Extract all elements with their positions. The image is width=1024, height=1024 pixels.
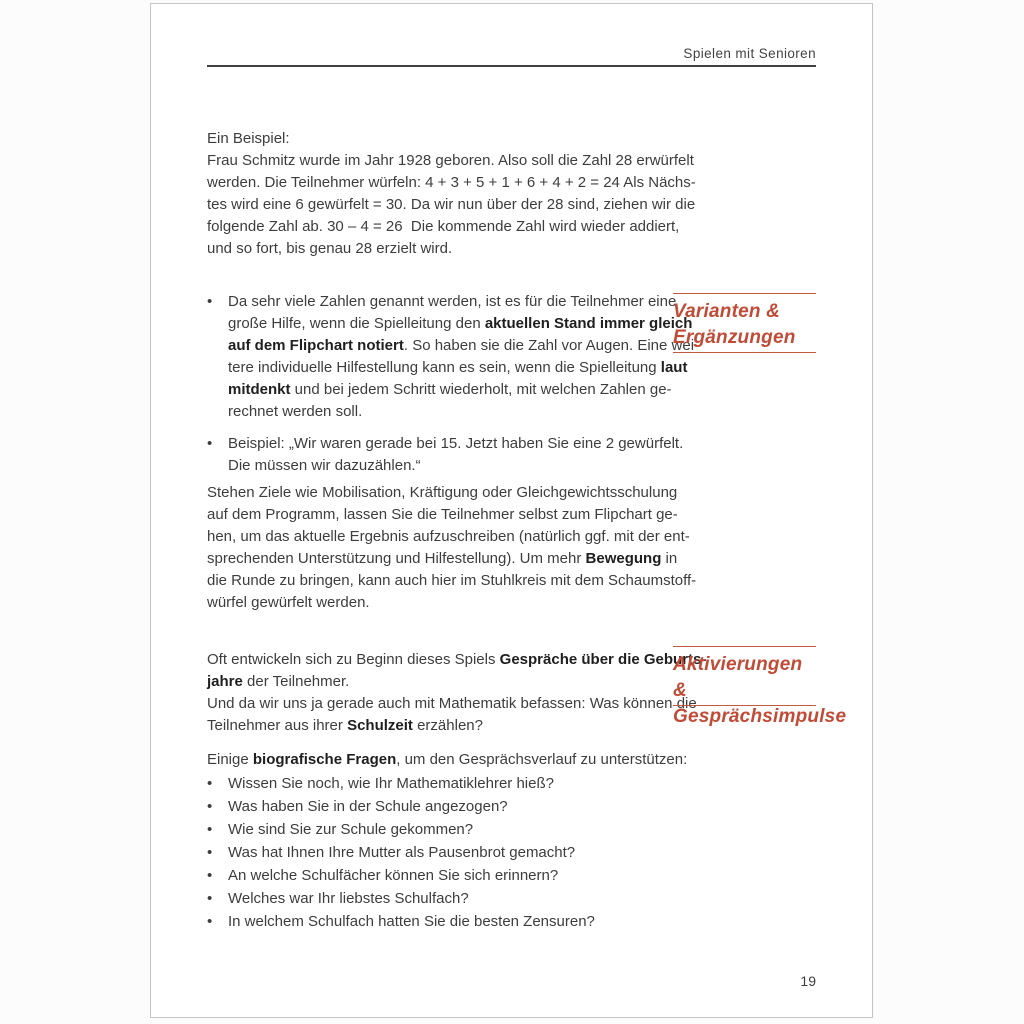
bullet-text [228, 841, 662, 864]
text-line: folgende Zahl ab. 30 – 4 = 26 Die kommende Zahl wird wieder addiert, [207, 218, 680, 235]
bullet-item [207, 887, 662, 910]
bullet-item [207, 772, 662, 795]
margin-note-line: Ergänzungen [673, 327, 796, 348]
text-line: Und da wir uns ja gerade auch mit Mathematik befassen: Was können die [207, 695, 697, 712]
bullet-item [207, 841, 662, 864]
bullet-text [228, 887, 662, 910]
text-line: tere individuelle Hilfestellung kann es sein, wenn die Spielleitung laut [228, 359, 688, 376]
bullet-text [228, 795, 662, 818]
bullet-icon: • [207, 435, 213, 452]
bullet-text [228, 910, 662, 933]
text-line: auf dem Programm, lassen Sie die Teilnehmer selbst zum Flipchart ge- [207, 506, 678, 523]
text-line: Frau Schmitz wurde im Jahr 1928 geboren. Also soll die Zahl 28 erwürfelt [207, 152, 694, 169]
text-line: Stehen Ziele wie Mobilisation, Kräftigung oder Gleichgewichtsschulung [207, 484, 678, 501]
text-line: hen, um das aktuelle Ergebnis aufzuschreiben (natürlich ggf. mit der ent- [207, 528, 690, 545]
text-line: Da sehr viele Zahlen genannt werden, ist es für die Teilnehmer eine [228, 293, 677, 310]
text-line: In welchem Schulfach hatten Sie die besten Zensuren? [228, 913, 595, 930]
margin-note-aktivierungen [673, 646, 847, 727]
bullet-text [228, 864, 662, 887]
text-block-gespraeche [207, 649, 707, 737]
text-block-intro [207, 128, 696, 260]
text-line: jahre der Teilnehmer. [207, 673, 350, 690]
text-line: Teilnehmer aus ihrer Schulzeit erzählen? [207, 717, 483, 734]
text-line: Oft entwickeln sich zu Beginn dieses Spiels Gespräche über die Geburts- [207, 651, 707, 668]
text-line: sprechenden Unterstützung und Hilfestellung). Um mehr Bewegung in [207, 550, 678, 567]
text-block-fragen-intro [207, 749, 688, 771]
text-line: würfel gewürfelt werden. [207, 594, 370, 611]
text-block-mobilisation [207, 482, 697, 614]
bullet-icon: • [207, 844, 213, 861]
text-line: große Hilfe, wenn die Spielleitung den aktuellen Stand immer gleich [228, 315, 693, 332]
bullet-item [207, 864, 662, 887]
text-line: die Runde zu bringen, kann auch hier im Stuhlkreis mit dem Schaumstoff- [207, 572, 697, 589]
text-line: Einige biografische Fragen, um den Gesprächsverlauf zu unterstützen: [207, 751, 688, 768]
margin-note-line: Varianten & [673, 301, 781, 322]
bullet-icon: • [207, 821, 213, 838]
bullet-text [228, 818, 662, 841]
text-line: Wie sind Sie zur Schule gekommen? [228, 821, 474, 838]
page-number: 19 [800, 973, 816, 989]
text-line: mitdenkt und bei jedem Schritt wiederholt, mit welchen Zahlen ge- [228, 381, 672, 398]
page [150, 3, 873, 1018]
text-line: Ein Beispiel: [207, 130, 290, 147]
running-header: Spielen mit Senioren [683, 46, 816, 61]
bullet-item [207, 910, 662, 933]
bullet-text [228, 291, 699, 423]
bullet-text [228, 772, 662, 795]
bullet-item [207, 291, 700, 423]
text-block-tips [207, 291, 700, 477]
text-line: Beispiel: „Wir waren gerade bei 15. Jetzt haben Sie eine 2 gewürfelt. [228, 435, 684, 452]
margin-note-line: Aktivierungen & [673, 654, 803, 701]
text-line: Was hat Ihnen Ihre Mutter als Pausenbrot gemacht? [228, 844, 576, 861]
bullet-icon: • [207, 775, 213, 792]
text-line: rechnet werden soll. [228, 403, 363, 420]
bullet-text [228, 433, 683, 477]
margin-note-line: Gesprächsimpulse [673, 706, 847, 727]
text-line: tes wird eine 6 gewürfelt = 30. Da wir nun über der 28 sind, ziehen wir die [207, 196, 696, 213]
text-line: An welche Schulfächer können Sie sich erinnern? [228, 867, 559, 884]
bullet-item [207, 818, 662, 841]
bullet-icon: • [207, 913, 213, 930]
text-line: werden. Die Teilnehmer würfeln: 4 + 3 + 5 + 1 + 6 + 4 + 2 = 24 Als Nächs- [207, 174, 696, 191]
bullet-item [207, 795, 662, 818]
text-line: Die müssen wir dazuzählen.“ [228, 457, 421, 474]
text-line: Was haben Sie in der Schule angezogen? [228, 798, 508, 815]
text-line: und so fort, bis genau 28 erzielt wird. [207, 240, 453, 257]
text-line: Welches war Ihr liebstes Schulfach? [228, 890, 469, 907]
bullet-icon: • [207, 890, 213, 907]
bullet-icon: • [207, 867, 213, 884]
header-rule [207, 65, 816, 67]
bullet-icon: • [207, 798, 213, 815]
margin-note-varianten [673, 293, 816, 353]
text-block-fragen [207, 772, 662, 933]
text-line: auf dem Flipchart notiert. So haben sie die Zahl vor Augen. Eine wei- [228, 337, 700, 354]
text-line: Wissen Sie noch, wie Ihr Mathematiklehrer hieß? [228, 775, 554, 792]
bullet-icon: • [207, 293, 213, 310]
bullet-item [207, 433, 684, 477]
